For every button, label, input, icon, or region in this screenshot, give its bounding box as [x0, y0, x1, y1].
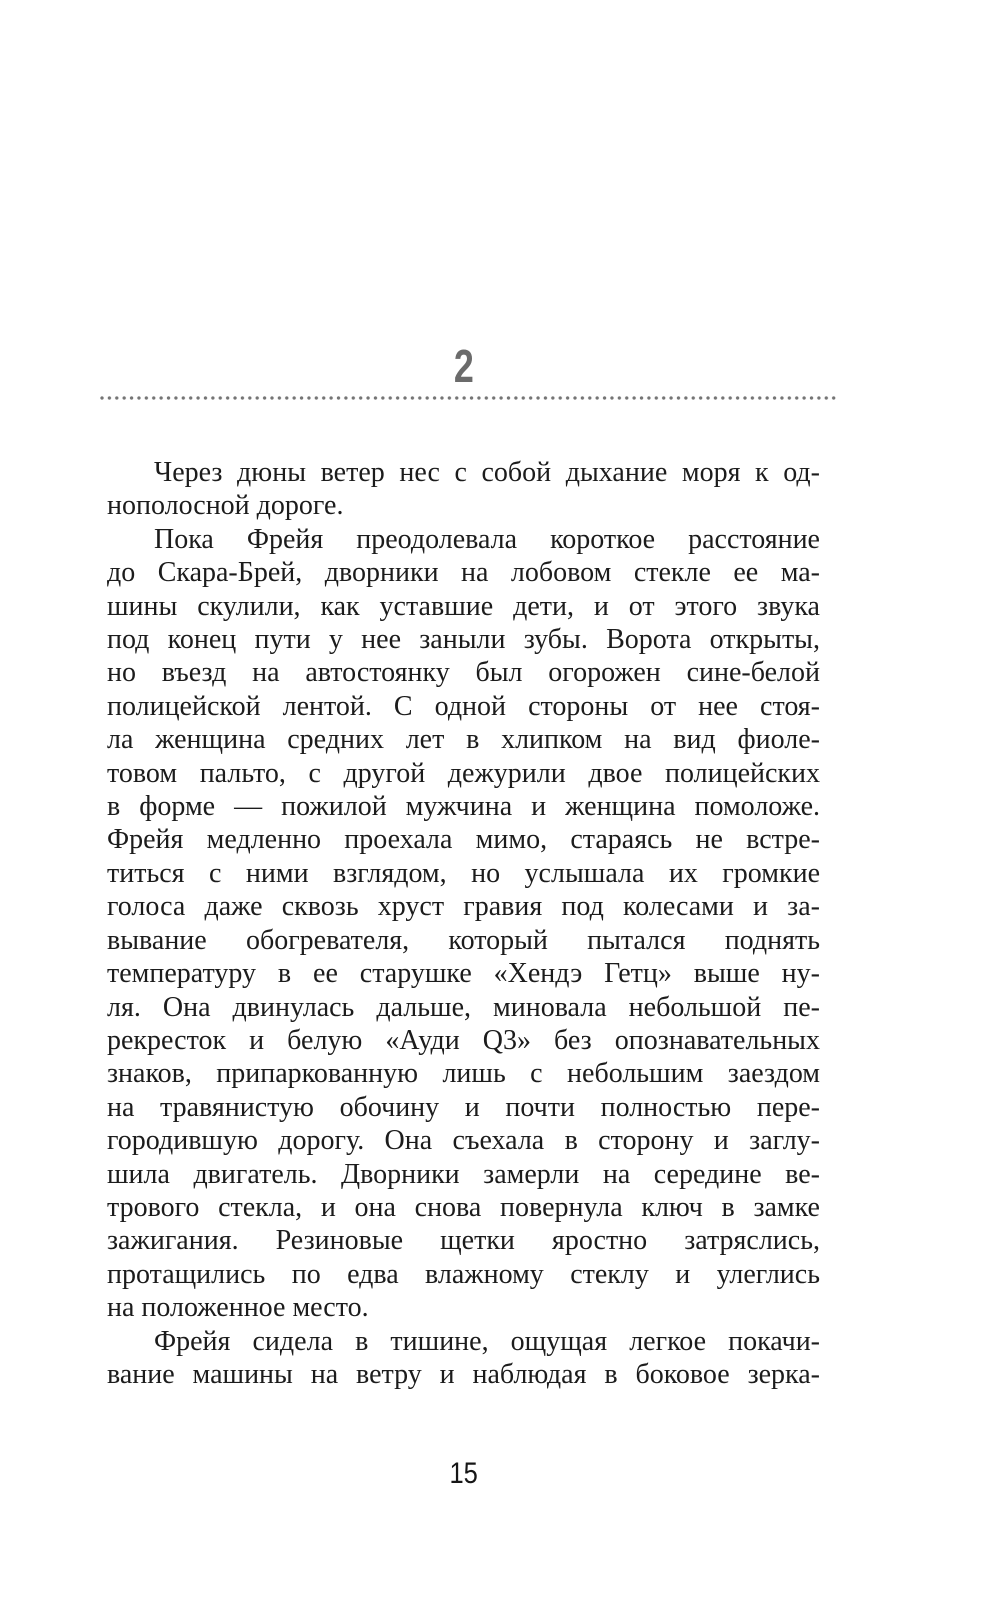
text-line: ла женщина средних лет в хлипком на вид фиоле-: [107, 724, 820, 756]
text-line: знаков, припаркованную лишь с небольшим заездом: [107, 1058, 820, 1090]
text-line: голоса даже сквозь хруст гравия под колесами и за-: [107, 891, 820, 923]
text-line: Пока Фрейя преодолевала короткое расстояние: [154, 523, 820, 555]
text-line: трового стекла, и она снова повернула ключ в замке: [107, 1191, 820, 1223]
text-line: на положенное место.: [107, 1292, 369, 1324]
text-line: на травянистую обочину и почти полностью пере-: [107, 1091, 820, 1123]
text-line: вание машины на ветру и наблюдая в боковое зерка-: [107, 1358, 820, 1390]
page-number: 15: [449, 1457, 478, 1490]
text-line: но въезд на автостоянку был огорожен сине-белой: [107, 657, 820, 689]
text-line: шила двигатель. Дворники замерли на середине ве-: [107, 1158, 820, 1190]
text-line: городившую дорогу. Она съехала в сторону и заглу-: [107, 1125, 820, 1157]
text-line: шины скулили, как уставшие дети, и от этого звука: [107, 590, 820, 622]
text-line: в форме — пожилой мужчина и женщина помоложе.: [107, 791, 820, 823]
chapter-number: 2: [453, 340, 474, 392]
text-line: Фрейя медленно проехала мимо, стараясь не встре-: [107, 824, 820, 856]
text-line: титься с ними взглядом, но услышала их громкие: [107, 857, 820, 889]
text-line: до Скара-Брей, дворники на лобовом стекле ее ма-: [107, 557, 820, 589]
text-line: полицейской лентой. С одной стороны от нее стоя-: [107, 690, 820, 722]
page-number-container: [107, 1457, 820, 1491]
text-line: ля. Она двинулась дальше, миновала небольшой пе-: [107, 991, 820, 1023]
body-text: [107, 456, 820, 1391]
text-line: протащились по едва влажному стеклу и улеглись: [107, 1258, 820, 1290]
text-line: рекресток и белую «Ауди Q3» без опознавательных: [107, 1024, 820, 1056]
text-line: товом пальто, с другой дежурили двое полицейских: [107, 757, 820, 789]
chapter-divider-dotted-rule: [100, 396, 838, 400]
chapter-heading: [107, 341, 820, 391]
text-line: нополосной дороге.: [107, 490, 344, 522]
text-line: Фрейя сидела в тишине, ощущая легкое покачи-: [154, 1325, 820, 1357]
text-line: вывание обогревателя, который пытался поднять: [107, 924, 820, 956]
text-line: под конец пути у нее заныли зубы. Ворота открыты,: [107, 624, 820, 656]
text-line: зажигания. Резиновые щетки яростно затряслись,: [107, 1225, 820, 1257]
text-line: Через дюны ветер нес с собой дыхание моря к од-: [154, 457, 820, 488]
text-line: температуру в ее старушке «Хендэ Гетц» выше ну-: [107, 958, 820, 990]
